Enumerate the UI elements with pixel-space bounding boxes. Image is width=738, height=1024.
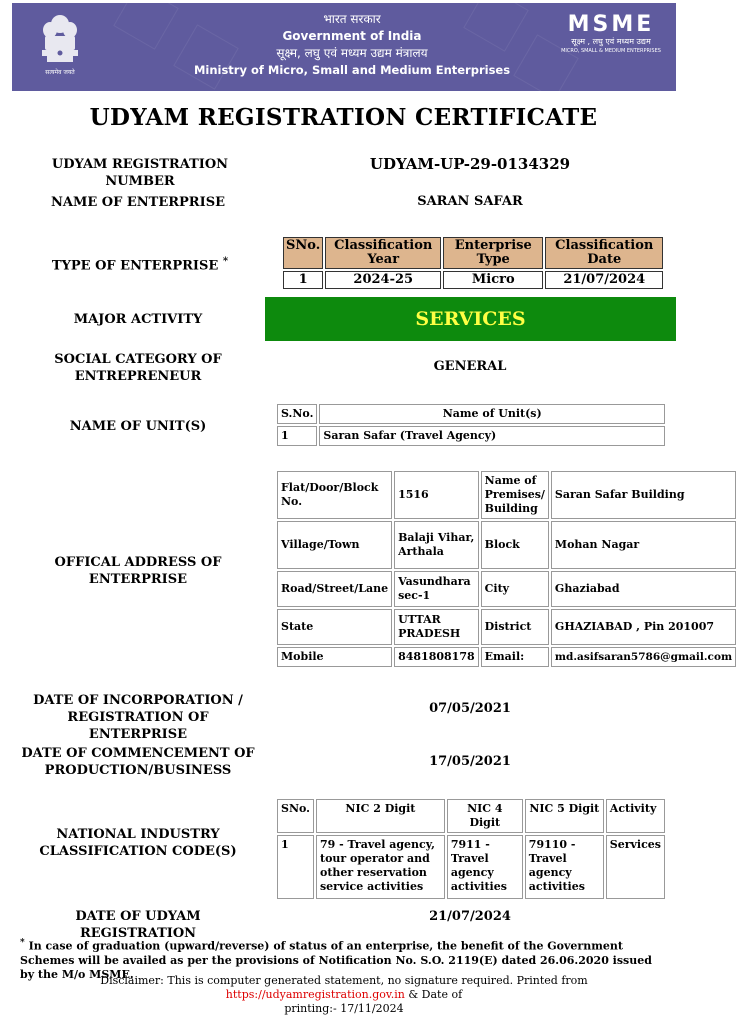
- msme-logo: [552, 13, 670, 55]
- addr-premises-value: Saran Safar Building: [551, 471, 736, 519]
- nic-label: [20, 826, 256, 860]
- type-label: [20, 253, 260, 274]
- commencement-value: 17/05/2021: [429, 754, 511, 769]
- disclaimer: [20, 974, 668, 1016]
- nic-table: [275, 797, 667, 901]
- addr-city-label: City: [481, 571, 549, 607]
- nic-header-5digit: NIC 5 Digit: [525, 799, 604, 833]
- addr-flat-value: 1516: [394, 471, 479, 519]
- nic-header-activity: Activity: [606, 799, 665, 833]
- type-star: *: [222, 256, 229, 267]
- major-activity-value: SERVICES: [265, 297, 676, 341]
- units-header-sno: S.No.: [277, 404, 317, 424]
- address-label-1: OFFICAL ADDRESS OF: [54, 555, 222, 570]
- national-emblem-icon: [38, 12, 82, 80]
- commencement-label-2: PRODUCTION/BUSINESS: [44, 763, 232, 778]
- cls-cell-sno: 1: [283, 271, 323, 289]
- addr-email-label: Email:: [481, 647, 549, 667]
- disclaimer-suffix: & Date of: [404, 988, 463, 1001]
- addr-district-value: GHAZIABAD , Pin 201007: [551, 609, 736, 645]
- certificate-title: UDYAM REGISTRATION CERTIFICATE: [89, 104, 598, 131]
- social-category-label: [20, 351, 256, 385]
- units-header-name: Name of Unit(s): [319, 404, 665, 424]
- addr-city-value: Ghaziabad: [551, 571, 736, 607]
- hindi-ministry: सूक्ष्म, लघु एवं मध्यम उद्यम मंत्रालय: [276, 46, 428, 60]
- disclaimer-link[interactable]: https://udyamregistration.gov.in: [225, 988, 405, 1001]
- english-ministry: Ministry of Micro, Small and Medium Enterprises: [193, 63, 511, 77]
- cls-header-year: Classification Year: [325, 237, 441, 269]
- addr-email-value: md.asifsaran5786@gmail.com: [551, 647, 736, 667]
- nic-cell-4digit: 7911 - Travel agency activities: [447, 835, 523, 899]
- commencement-label: [20, 745, 256, 779]
- units-cell-sno: 1: [277, 426, 317, 446]
- cls-header-sno: SNo.: [283, 237, 323, 269]
- addr-road-label: Road/Street/Lane: [277, 571, 392, 607]
- nic-header-sno: SNo.: [277, 799, 314, 833]
- nic-header-4digit: NIC 4 Digit: [447, 799, 523, 833]
- nic-label-1: NATIONAL INDUSTRY: [56, 827, 220, 842]
- cls-header-date: Classification Date: [545, 237, 663, 269]
- address-label: [20, 554, 256, 588]
- nic-label-2: CLASSIFICATION CODE(S): [39, 844, 237, 859]
- nic-cell-sno: 1: [277, 835, 314, 899]
- enterprise-name-value: SARAN SAFAR: [417, 194, 523, 209]
- incorporation-label-2: REGISTRATION OF ENTERPRISE: [67, 710, 209, 742]
- address-table: [275, 469, 738, 669]
- header-banner: [12, 3, 676, 91]
- incorporation-label: [20, 692, 256, 743]
- msme-sub-english: MICRO, SMALL & MEDIUM ENTERPRISES: [561, 48, 661, 54]
- classification-table: [281, 235, 665, 291]
- address-label-2: ENTERPRISE: [88, 572, 188, 587]
- english-gov: Government of India: [282, 29, 422, 43]
- addr-premises-label: Name of Premises/ Building: [481, 471, 549, 519]
- cls-cell-type: Micro: [443, 271, 543, 289]
- cls-cell-year: 2024-25: [325, 271, 441, 289]
- msme-sub-hindi: सूक्ष्म , लघु एवं मध्यम उद्यम: [571, 37, 651, 46]
- addr-road-value: Vasundhara sec-1: [394, 571, 479, 607]
- emblem-caption: सत्यमेव जयते: [45, 69, 75, 76]
- social-category-label-2: ENTREPRENEUR: [74, 369, 202, 384]
- nic-cell-5digit: 79110 - Travel agency activities: [525, 835, 604, 899]
- enterprise-name-label: NAME OF ENTERPRISE: [50, 195, 225, 210]
- udyam-date-value: 21/07/2024: [429, 909, 511, 924]
- nic-cell-2digit: 79 - Travel agency, tour operator and other reservation service activities: [316, 835, 445, 899]
- addr-mobile-label: Mobile: [277, 647, 392, 667]
- cls-header-type: Enterprise Type: [443, 237, 543, 269]
- social-category-label-1: SOCIAL CATEGORY OF: [54, 352, 222, 367]
- units-cell-name: Saran Safar (Travel Agency): [319, 426, 665, 446]
- addr-mobile-value: 8481808178: [394, 647, 479, 667]
- msme-logo-text: MSME: [567, 12, 655, 37]
- addr-village-value: Balaji Vihar, Arthala: [394, 521, 479, 569]
- addr-state-value: UTTAR PRADESH: [394, 609, 479, 645]
- disclaimer-prefix: Disclaimer: This is computer generated statement, no signature required. Printed from: [100, 974, 588, 987]
- reg-number-label: UDYAM REGISTRATION NUMBER: [51, 157, 229, 189]
- footnote-text: In case of graduation (upward/reverse) of status of an enterprise, the benefit of the Government Schemes will be availed as per the provisions of Notification No. S.O. 2119(E) dated 26.06.2020 issued by the M/o MSME.: [20, 939, 652, 981]
- nic-header-2digit: NIC 2 Digit: [316, 799, 445, 833]
- reg-number-value: UDYAM-UP-29-0134329: [369, 155, 571, 173]
- commencement-label-1: DATE OF COMMENCEMENT OF: [21, 746, 255, 761]
- hindi-gov: भारत सरकार: [323, 12, 381, 26]
- ministry-title: [162, 11, 542, 79]
- disclaimer-print-date: printing:- 17/11/2024: [284, 1002, 404, 1015]
- addr-block-label: Block: [481, 521, 549, 569]
- addr-district-label: District: [481, 609, 549, 645]
- type-label-text: TYPE OF ENTERPRISE: [51, 258, 219, 274]
- udyam-date-label: DATE OF UDYAM REGISTRATION: [75, 909, 201, 941]
- major-activity-label: MAJOR ACTIVITY: [73, 312, 203, 327]
- addr-flat-label: Flat/Door/Block No.: [277, 471, 392, 519]
- incorporation-value: 07/05/2021: [429, 701, 511, 716]
- units-label: NAME OF UNIT(S): [69, 419, 207, 434]
- addr-village-label: Village/Town: [277, 521, 392, 569]
- social-category-value: GENERAL: [433, 359, 507, 374]
- cls-cell-date: 21/07/2024: [545, 271, 663, 289]
- incorporation-label-1: DATE OF INCORPORATION /: [33, 693, 243, 708]
- nic-cell-activity: Services: [606, 835, 665, 899]
- footnote: * In case of graduation (upward/reverse) of status of an enterprise, the benefit of the Government Schemes will be availed as per the provisions of Notification No. S.O. 2119(E) dated 26.06.2020 issued by the M/o MSME.: [20, 938, 652, 981]
- units-table: [275, 402, 667, 448]
- addr-state-label: State: [277, 609, 392, 645]
- addr-block-value: Mohan Nagar: [551, 521, 736, 569]
